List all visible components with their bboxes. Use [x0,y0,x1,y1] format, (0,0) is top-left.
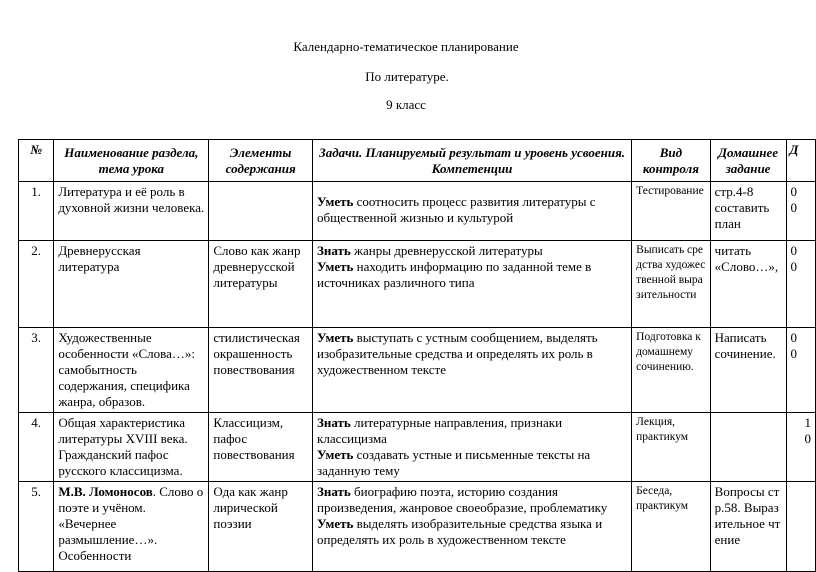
table-row [19,413,816,482]
task-text: создавать устные и письменные тексты на заданную тему [317,447,591,478]
row-homework: Написать сочинение. [710,328,786,413]
row-elements: Слово как жанр древнерусской литературы [209,241,313,328]
task-label: Уметь [317,447,354,462]
topic-text: . Слово о поэте и учёном. «Вечернее размышление…». Особенности [58,484,204,563]
task-label: Уметь [317,194,354,209]
row-date [786,482,815,572]
task-text: находить информацию по заданной теме в источниках различного типа [317,259,592,290]
row-number: 4. [19,413,54,482]
task-label: Знать [317,243,351,258]
col-header-date: Д [786,140,815,182]
row-control: Лекция, практикум [632,413,711,482]
task-label: Уметь [317,516,354,531]
row-number: 2. [19,241,54,328]
row-homework: стр.4-8 составить план [710,182,786,241]
row-tasks [313,482,632,572]
table-row [19,241,816,328]
row-elements: стилистическая окрашенность повествования [209,328,313,413]
row-tasks [313,413,632,482]
row-homework [710,413,786,482]
row-date: 0 0 [786,328,815,413]
document-subject: По литературе. [365,69,449,84]
document-grade: 9 класс [386,97,426,112]
row-control: Выписать средства художественной выразительности [632,241,711,328]
table-row [19,328,816,413]
row-number: 3. [19,328,54,413]
row-date: 1 0 [786,413,815,482]
table-row [19,482,816,572]
row-elements: Ода как жанр лирической поэзии [209,482,313,572]
table-header-row [19,140,816,182]
row-topic: Общая характеристика литературы XVIII века. Гражданский пафос русского классицизма. [54,413,209,482]
document-title: Календарно-тематическое планирование [293,39,519,54]
row-homework: читать «Слово…», [710,241,786,328]
col-header-control: Вид контроля [632,140,711,182]
col-header-elements: Элементы содержания [209,140,313,182]
task-text: биографию поэта, историю создания произведения, жанровое своеобразие, проблематику [317,484,608,515]
row-tasks [313,328,632,413]
table-row [19,182,816,241]
author-name: М.В. Ломоносов [58,484,153,499]
row-number: 5. [19,482,54,572]
row-elements [209,182,313,241]
row-elements: Классицизм, пафос повествования [209,413,313,482]
task-text: выделять изобразительные средства языка и определять их роль в художественном тексте [317,516,603,547]
col-header-tasks: Задачи. Планируемый результат и уровень усвоения. Компетенции [313,140,632,182]
task-label: Уметь [317,330,354,345]
row-topic: Древнерусская литература [54,241,209,328]
col-header-homework: Домашнее задание [710,140,786,182]
task-label: Знать [317,484,351,499]
task-label: Уметь [317,259,354,274]
row-control: Подготовка к домашнему сочинению. [632,328,711,413]
task-text: жанры древнерусской литературы [350,243,543,258]
col-header-number: № [19,140,54,182]
row-topic: Художественные особенности «Слова…»: самобытность содержания, специфика жанра, образов. [54,328,209,413]
col-header-topic: Наименование раздела, тема урока [54,140,209,182]
row-homework: Вопросы стр.58. Выразительное чтение [710,482,786,572]
row-topic [54,482,209,572]
task-text: литературные направления, признаки классицизма [317,415,563,446]
planning-table [18,139,816,572]
row-date: 0 0 [786,241,815,328]
row-topic: Литература и её роль в духовной жизни человека. [54,182,209,241]
task-label: Знать [317,415,351,430]
task-text: выступать с устным сообщением, выделять изобразительные средства и определять их роль в художественном тексте [317,330,598,377]
task-text: соотносить процесс развития литературы с общественной жизнью и культурой [317,194,596,225]
row-control: Беседа, практикум [632,482,711,572]
row-control: Тестирование [632,182,711,241]
row-number: 1. [19,182,54,241]
row-date: 0 0 [786,182,815,241]
row-tasks [313,241,632,328]
row-tasks [313,182,632,241]
